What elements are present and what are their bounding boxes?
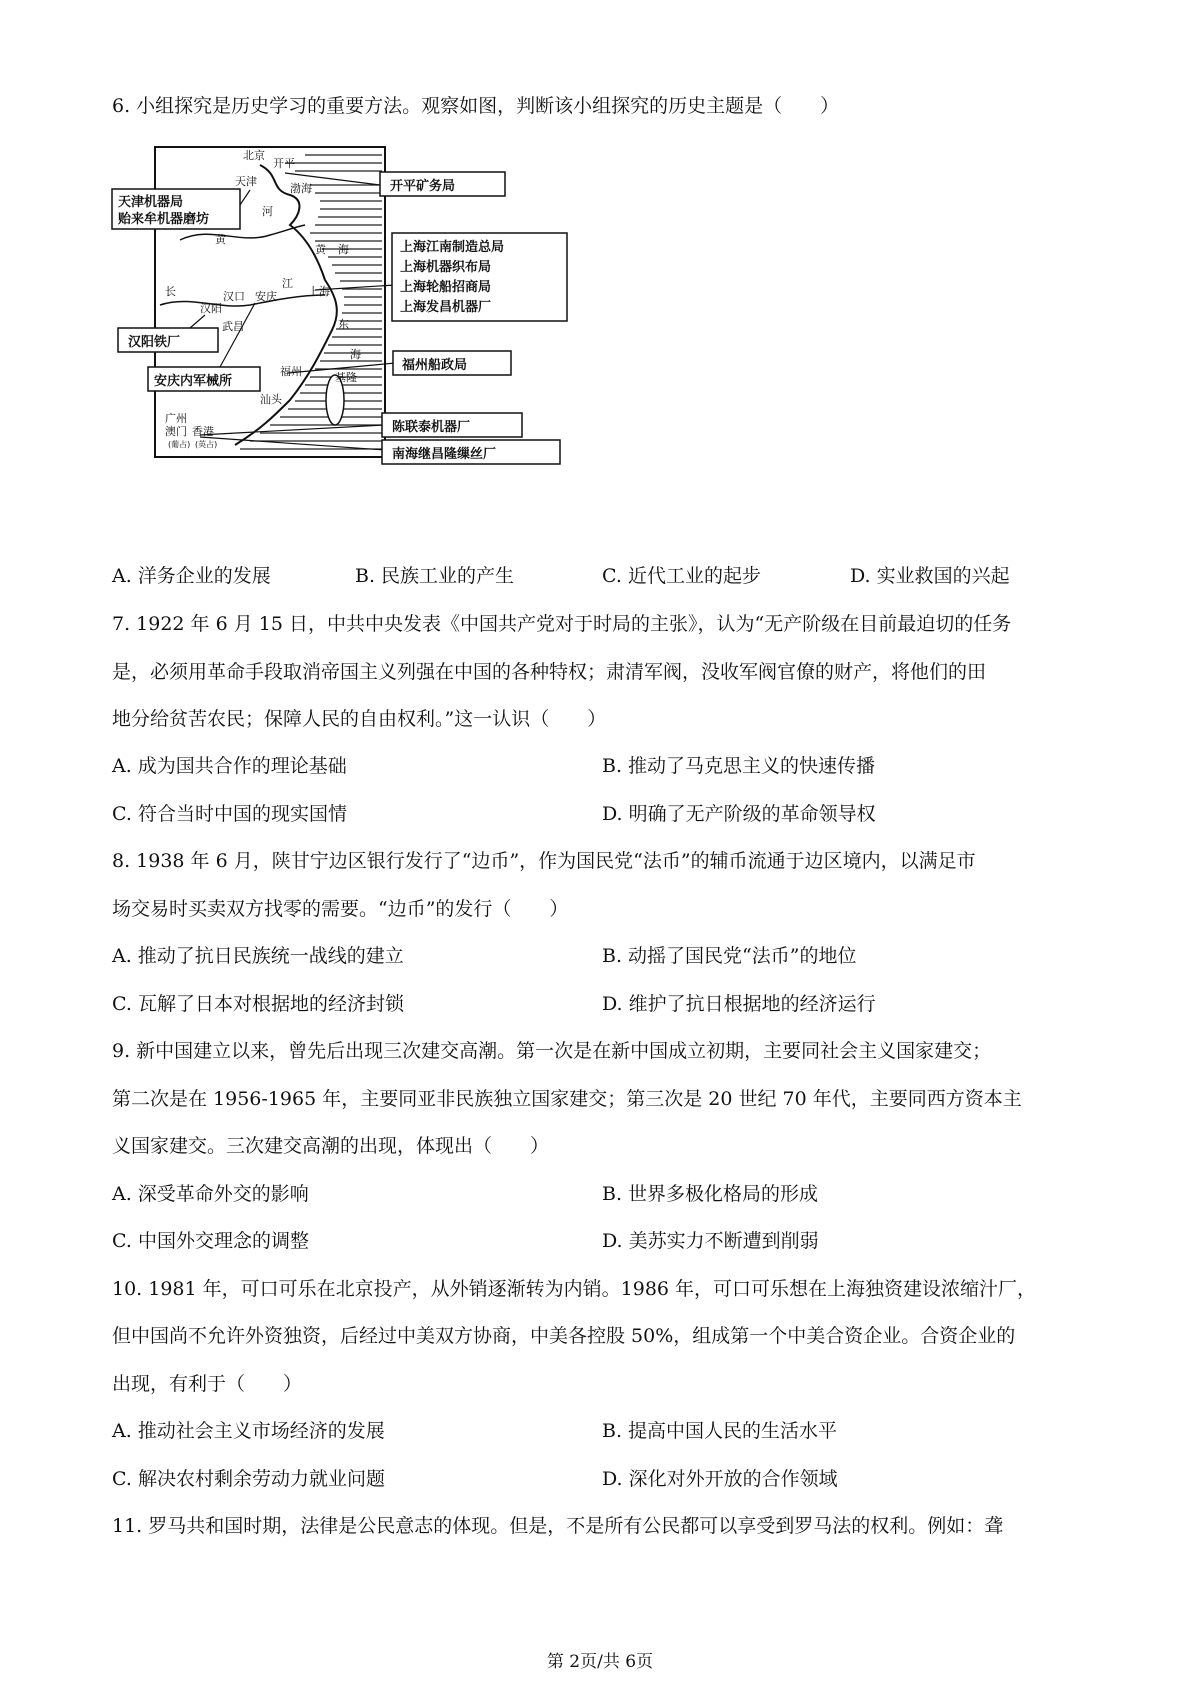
label-nanhai-silk: 南海继昌隆缫丝厂 — [392, 447, 497, 462]
label-anqing-arsenal: 安庆内军械所 — [154, 374, 233, 389]
question-7-line-1: 7. 1922 年 6 月 15 日，中共中央发表《中国共产党对于时局的主张》，认为“无产阶级在目前最迫切的任务 — [112, 613, 1012, 635]
label-fuzhou-navy-yard: 福州船政局 — [402, 358, 468, 373]
q8-option-d: D. 维护了抗日根据地的经济运行 — [602, 993, 876, 1015]
q8-option-b: B. 动摇了国民党“法币”的地位 — [602, 945, 857, 967]
place-wuchang: 武昌 — [222, 320, 244, 333]
place-chang: 长 — [165, 285, 176, 298]
question-10-line-1: 10. 1981 年，可口可乐在北京投产，从外销逐渐转为内销。1986 年，可口可乐想在上海独资建设浓缩汁厂， — [112, 1278, 1037, 1300]
place-british: (英占) — [195, 440, 218, 449]
place-beijing: 北京 — [243, 149, 265, 162]
place-kaiping: 开平 — [273, 157, 295, 170]
place-huang: 黄 — [215, 233, 226, 246]
place-jilong: 基隆 — [335, 371, 357, 384]
q9-option-b: B. 世界多极化格局的形成 — [602, 1183, 819, 1205]
q10-option-c: C. 解决农村剩余劳动力就业问题 — [112, 1468, 385, 1490]
label-shanghai-textile: 上海机器织布局 — [400, 260, 492, 275]
question-8-line-2: 场交易时买卖双方找零的需要。“边币”的发行（ ） — [112, 898, 569, 920]
q9-option-a: A. 深受革命外交的影响 — [112, 1183, 309, 1205]
place-macau: 澳门 — [165, 425, 187, 438]
label-shanghai-fachang: 上海发昌机器厂 — [400, 300, 492, 315]
place-hai-east: 海 — [350, 348, 361, 361]
place-jiang: 江 — [282, 277, 293, 290]
place-anqing: 安庆 — [255, 290, 277, 303]
place-hanyang: 汉阳 — [200, 302, 222, 315]
q7-option-c: C. 符合当时中国的现实国情 — [112, 803, 347, 825]
q8-option-a: A. 推动了抗日民族统一战线的建立 — [112, 945, 404, 967]
place-shantou: 汕头 — [260, 393, 282, 406]
q6-option-b: B. 民族工业的产生 — [355, 565, 515, 587]
question-10-line-2: 但中国尚不允许外资独资，后经过中美双方协商，中美各控股 50%，组成第一个中美合资企业。合资企业的 — [112, 1325, 1016, 1347]
question-9-line-3: 义国家建交。三次建交高潮的出现，体现出（ ） — [112, 1135, 550, 1157]
question-10-line-3: 出现，有利于（ ） — [112, 1373, 303, 1395]
place-bohai: 渤海 — [290, 182, 312, 195]
place-he: 河 — [262, 205, 273, 218]
page-footer: 第 2页/共 6页 — [546, 1652, 654, 1672]
q10-option-a: A. 推动社会主义市场经济的发展 — [112, 1420, 385, 1442]
q7-option-b: B. 推动了马克思主义的快速传播 — [602, 755, 876, 777]
place-portuguese: (葡占) — [168, 440, 191, 449]
question-11-line-1: 11. 罗马共和国时期，法律是公民意志的体现。但是，不是所有公民都可以享受到罗马法的权利。例如：聋 — [112, 1515, 1004, 1537]
label-yilaimou-mill: 贻来牟机器磨坊 — [118, 212, 210, 227]
question-8-line-1: 8. 1938 年 6 月，陕甘宁边区银行发行了“边币”，作为国民党“法币”的辅币流通于边区境内，以满足市 — [112, 850, 976, 872]
place-hankou: 汉口 — [223, 290, 245, 303]
question-7-line-2: 是，必须用革命手段取消帝国主义列强在中国的各种特权；肃清军阀，没收军阀官僚的财产，将他们的田 — [112, 661, 987, 683]
label-chenliantai-machine: 陈联泰机器厂 — [392, 420, 471, 435]
q6-option-c: C. 近代工业的起步 — [602, 565, 761, 587]
place-hongkong: 香港 — [192, 425, 214, 438]
label-tianjin-machine: 天津机器局 — [118, 195, 184, 210]
place-hai: 海 — [338, 243, 349, 256]
question-7-line-3: 地分给贫苦农民；保障人民的自由权利。”这一认识（ ） — [112, 708, 607, 730]
question-6-stem: 6. 小组探究是历史学习的重要方法。观察如图，判断该小组探究的历史主题是（ ） — [112, 95, 840, 117]
label-hanyang-ironworks: 汉阳铁厂 — [128, 335, 181, 350]
q9-option-d: D. 美苏实力不断遭到削弱 — [602, 1230, 819, 1252]
place-fuzhou: 福州 — [280, 365, 302, 378]
place-tianjin: 天津 — [235, 175, 257, 188]
q10-option-b: B. 提高中国人民的生活水平 — [602, 1420, 838, 1442]
place-guangzhou: 广州 — [165, 412, 187, 425]
question-9-line-1: 9. 新中国建立以来，曾先后出现三次建交高潮。第一次是在新中国成立初期，主要同社会主义国家建交； — [112, 1040, 992, 1062]
place-huang-sea: 黄 — [315, 243, 326, 256]
place-dong: 东 — [338, 318, 349, 331]
question-9-line-2: 第二次是在 1956-1965 年，主要同亚非民族独立国家建交；第三次是 20 世纪 70 年代，主要同西方资本主 — [112, 1088, 1022, 1110]
q8-option-c: C. 瓦解了日本对根据地的经济封锁 — [112, 993, 404, 1015]
q9-option-c: C. 中国外交理念的调整 — [112, 1230, 309, 1252]
label-kaiping-mining: 开平矿务局 — [390, 179, 456, 194]
place-shanghai: 上海 — [308, 285, 330, 298]
q6-option-a: A. 洋务企业的发展 — [112, 565, 271, 587]
q10-option-d: D. 深化对外开放的合作领域 — [602, 1468, 838, 1490]
q6-option-d: D. 实业救国的兴起 — [850, 565, 1010, 587]
label-jiangnan-arsenal: 上海江南制造总局 — [400, 240, 505, 255]
q7-option-d: D. 明确了无产阶级的革命领导权 — [602, 803, 876, 825]
industry-map-figure — [110, 145, 630, 515]
label-shanghai-steamship: 上海轮船招商局 — [400, 280, 492, 295]
q7-option-a: A. 成为国共合作的理论基础 — [112, 755, 347, 777]
